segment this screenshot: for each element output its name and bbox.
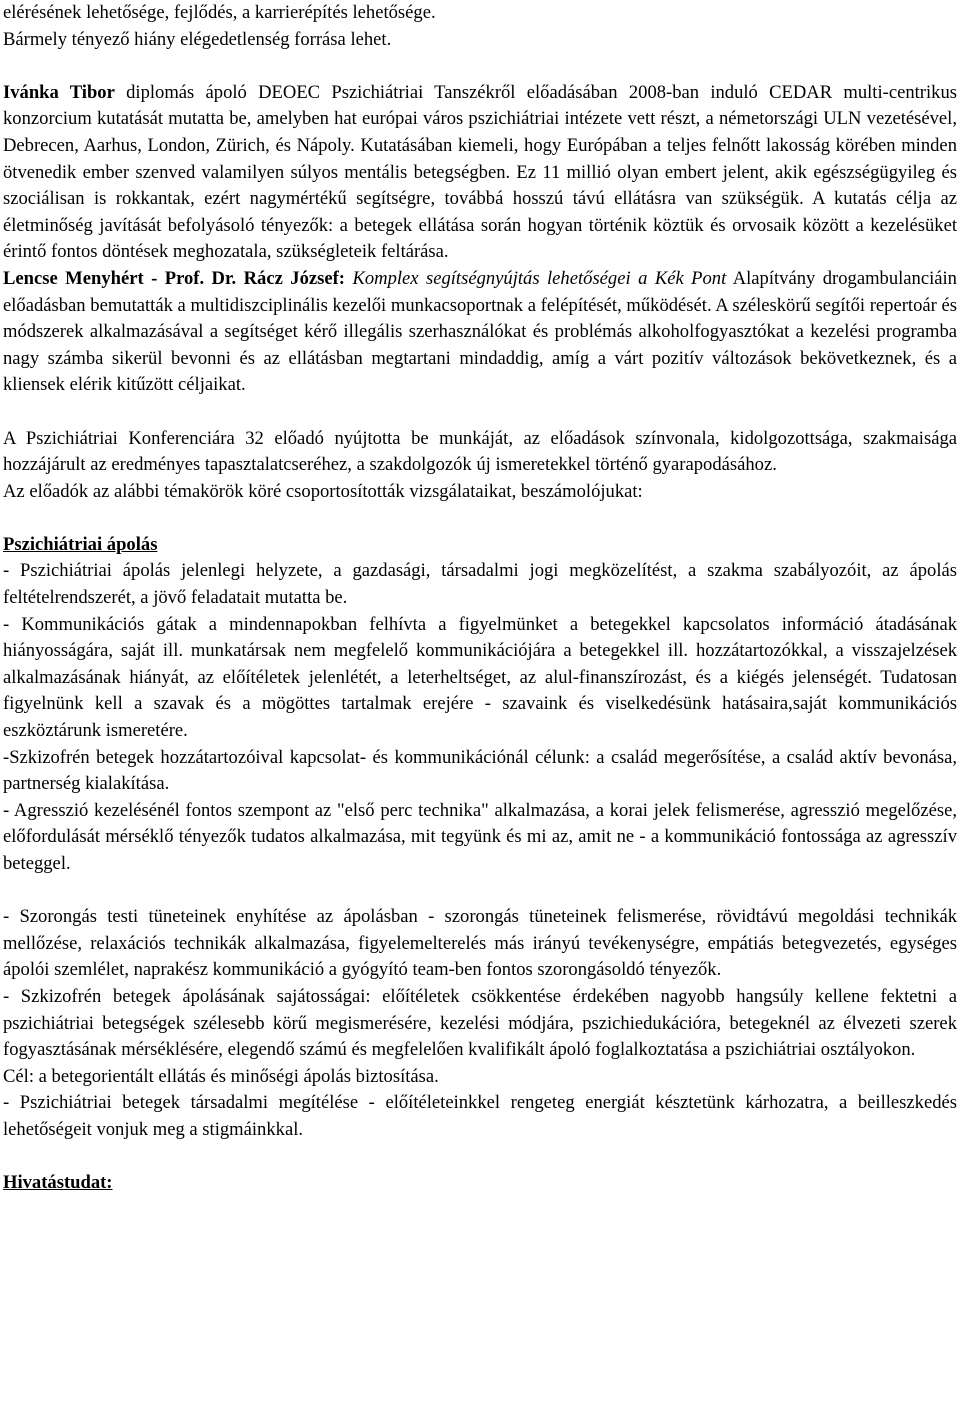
list-item: - Agresszió kezelésénél fontos szempont az "első perc technika" alkalmazása, a korai jelek felismerése, agresszió megelőzése, előfordulását mérséklő tényezők tudatos alkalmazása, mit tegyünk és mi az, amit ne - a kommunikáció fontossága az agresszív beteggel. — [3, 799, 957, 874]
spacer — [3, 1144, 957, 1171]
list-item: - Szorongás testi tüneteinek enyhítése az ápolásban - szorongás tüneteinek felismerése, rövidtávú megoldási technikák mellőzése, relaxációs technikák alkalmazása, figyelemelterelés más irányú tevékenységre, empátiás betegvezetés, egységes ápolói szemlélet, naprakész kommunikáció a gyógyító team-ben fontos szorongásoldó tényezők. — [3, 906, 957, 981]
ivanka-text: diplomás ápoló DEOEC Pszichiátriai Tanszékről előadásában 2008-ban induló CEDAR multi-centrikus konzorcium kutatását mutatta be, amelyben hat európai város pszichiátriai intézete vett részt, a németországi ULN vezetésével, Debrecen, Aarhus, London, Zürich, és Nápoly. Kutatásában kiemeli, hogy Európában a teljes felnőtt lakosság körében minden ötvenedik ember szenved valamilyen súlyos mentális betegségben. Ez 11 millió olyan embert jelent, akik egészségügyileg és szociálisan is rokkantak, ezért nagymértékű segítségre, továbbá hosszú távú ellátásra van szükségük. A kutatás célja az életminőség javítását befolyásoló tényezők: a betegek ellátása során hogyan történik köztük és orvosaik között a kezelésüket érintő fontos döntések meghozatala, szükségleteik feltárása. — [3, 81, 957, 263]
ivanka-paragraph — [3, 80, 957, 266]
list-item: -Szkizofrén betegek hozzátartozóival kapcsolat- és kommunikációnál célunk: a család megerősítése, a család aktív bevonása, partnerség kialakítása. — [3, 746, 957, 795]
spacer — [3, 878, 957, 905]
document-page — [3, 0, 957, 1197]
spacer — [3, 399, 957, 426]
list-item: - Pszichiátriai betegek társadalmi megítélése - előítéleteinkkel rengeteg energiát késztetünk kárhozatra, a beilleszkedés lehetőségeit vonjuk meg a stigmáinkkal. — [3, 1092, 957, 1140]
list-item: - Szkizofrén betegek ápolásának sajátosságai: előítéletek csökkentése érdekében nagyobb hangsúly kellene fektetni a pszichiátriai betegségek szélesebb körű megismerésére, kezelési módjára, pszichiedukációra, betegeknél az élvezeti szerek fogyasztásának mérséklésére, elegendő számú és megfelelően kvalifikált ápoló foglalkoztatása a pszichiátriai osztályokon. — [3, 985, 957, 1061]
speaker-names: Lencse Menyhért - Prof. Dr. Rácz József: — [3, 267, 345, 289]
lencse-text: Alapítvány drogambulanciáin előadásban bemutatták a multidiszciplinális kezelői munkacsoportnak a felépítését, működését. A széleskörű segítői repertoár és módszerek alkalmazásával a segítséget kérő illegális szerhasználókat és problémás alkoholfogyasztókat a kezelési programba nagy számba sikerül bevonni és az ellátásban megtartani mindaddig, amíg a várt pozitív változások bekövetkeznek, és a kliensek elérik kitűzött céljaikat. — [3, 267, 957, 396]
intro-line-2: Bármely tényező hiány elégedetlenség forrása lehet. — [3, 28, 392, 50]
spacer — [3, 505, 957, 532]
lencse-paragraph — [3, 266, 957, 399]
speaker-name: Ivánka Tibor — [3, 81, 115, 103]
list-item: - Kommunikációs gátak a mindennapokban felhívta a figyelmünket a betegekkel kapcsolatos információ átadásának hiányosságára, saját ill. munkatársak nem megfelelő kommunikációjára a betegekkel ill. hozzátartozókkal, a visszajelzések alkalmazásának hiányát, az előítéletek jelenlétét, a leterheltséget, az alul-finanszírozást, és a kiégés jelenségét. Tudatosan figyelnünk kell a szavak és a mögöttes tartalmak erejére - szavaink és viselkedésünk hatásaira,saját kommunikációs eszköztárunk ismeretére. — [3, 613, 957, 742]
section-heading-vocation: Hivatástudat: — [3, 1172, 113, 1194]
spacer — [3, 53, 957, 80]
section-heading-psychiatric-nursing: Pszichiátriai ápolás — [3, 533, 158, 555]
conference-paragraph: A Pszichiátriai Konferenciára 32 előadó nyújtotta be munkáját, az előadások színvonala, kidolgozottsága, szakmaisága hozzájárult az eredményes tapasztalatcseréhez, a szakdolgozók új ismeretekkel történő gyarapodásához. — [3, 427, 957, 476]
list-item: - Pszichiátriai ápolás jelenlegi helyzete, a gazdasági, társadalmi jogi megközelítést, a szakma szabályozóit, az ápolás feltételrendszerét, a jövő feladatait mutatta be. — [3, 560, 957, 609]
topics-intro: Az előadók az alábbi témakörök köré csoportosították vizsgálataikat, beszámolójukat: — [3, 480, 643, 502]
list-item: Cél: a betegorientált ellátás és minőségi ápolás biztosítása. — [3, 1065, 439, 1087]
intro-line-1: elérésének lehetősége, fejlődés, a karrierépítés lehetősége. — [3, 2, 436, 23]
presentation-title: Komplex segítségnyújtás lehetőségei a Kék Pont — [352, 267, 727, 289]
